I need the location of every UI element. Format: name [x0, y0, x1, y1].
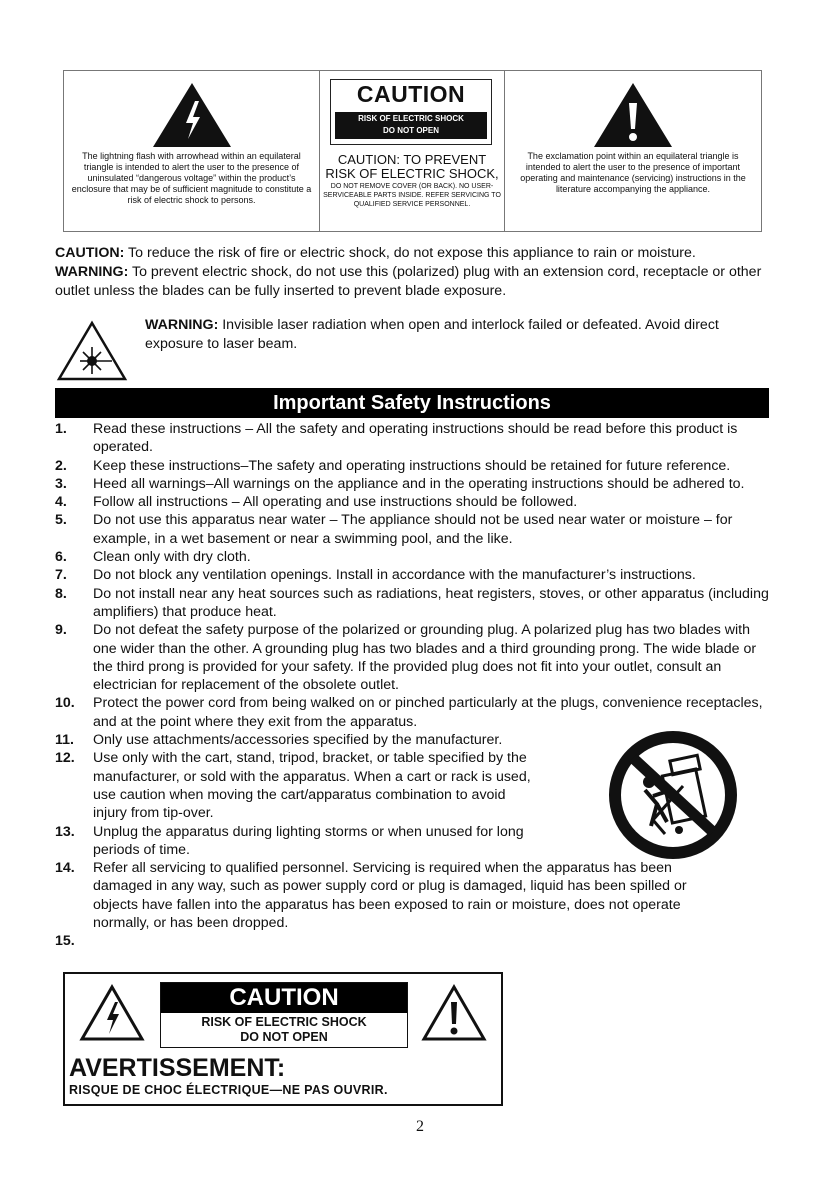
item-number: 7.: [55, 567, 67, 584]
lightning-outline-icon: [79, 984, 145, 1042]
sticker-risk-line-1: RISK OF ELECTRIC SHOCK: [201, 1015, 367, 1029]
list-item: [55, 694, 775, 731]
item-number: 15.: [55, 933, 75, 950]
caution-sticker: [63, 972, 503, 1106]
list-item: [55, 511, 775, 548]
sticker-risk-line-2: DO NOT OPEN: [240, 1030, 328, 1044]
list-item: [55, 475, 775, 493]
item-text: Only use attachments/accessories specified by the manufacturer.: [93, 732, 503, 749]
item-text: Heed all warnings–All warnings on the appliance and in the operating instructions should be adhered to.: [93, 475, 745, 492]
item-number: 5.: [55, 512, 67, 529]
laser-radiation-icon: [56, 320, 128, 382]
exclamation-outline-icon: [421, 984, 487, 1042]
sticker-caution-block: [160, 982, 408, 1048]
item-number: 6.: [55, 549, 67, 566]
item-number: 3.: [55, 475, 67, 492]
exclamation-panel: [505, 71, 761, 231]
warning-label-text: WARNING:: [55, 264, 129, 280]
item-number: 4.: [55, 494, 67, 511]
sticker-caution-title: CAUTION: [161, 983, 407, 1013]
laser-warning-label: WARNING:: [145, 317, 219, 333]
list-item: [55, 548, 775, 566]
avertissement-heading: AVERTISSEMENT:: [69, 1054, 286, 1082]
item-number: 2.: [55, 457, 67, 474]
item-text: Do not block any ventilation openings. Install in accordance with the manufacturer’s instructions.: [93, 567, 696, 584]
caution-subtitle: [335, 112, 487, 139]
risque-text: RISQUE DE CHOC ÉLECTRIQUE—NE PAS OUVRIR.: [69, 1083, 388, 1097]
item-text: Do not use this apparatus near water – The appliance should not be used near water or moisture – for example, in a wet basement or near a swimming pool, and the like.: [93, 512, 733, 547]
item-text: Use only with the cart, stand, tripod, bracket, or table specified by the manufacturer, or sold with the apparatus. When a cart or rack is used, use caution when moving the cart/apparatus combination to avoid injury from tip-over.: [93, 750, 531, 822]
caution-sub-line-1: RISK OF ELECTRIC SHOCK: [358, 114, 464, 123]
cart-tipover-icon: [605, 730, 741, 860]
prevent-body: DO NOT REMOVE COVER (OR BACK). NO USER-SERVICEABLE PARTS INSIDE. REFER SERVICING TO QUALIFIED SERVICE PERSONNEL.: [323, 183, 501, 208]
lightning-description: The lightning flash with arrowhead within an equilateral triangle is intended to alert the user to the presence of uninsulated “dangerous voltage” within the product’s enclosure that may be of sufficient magnitude to constitute a risk of electric shock to persons.: [71, 151, 312, 205]
item-text: Read these instructions – All the safety and operating instructions should be read before this product is operated.: [93, 421, 738, 456]
item-text: Refer all servicing to qualified personnel. Servicing is required when the apparatus has been damaged in any way, such as power supply cord or plug is damaged, liquid has been spilled or objects have fallen into the apparatus has been exposed to rain or moisture, does not operate normally, or has been dropped.: [93, 860, 687, 932]
prevent-line-2: RISK OF ELECTRIC SHOCK,: [325, 166, 499, 181]
item-number: 1.: [55, 421, 67, 437]
caution-panel: [320, 71, 505, 231]
laser-warning-text: [145, 316, 765, 354]
item-number: 10.: [55, 695, 75, 712]
caution-text: To reduce the risk of fire or electric shock, do not expose this appliance to rain or moisture.: [124, 245, 696, 261]
item-text: Protect the power cord from being walked on or pinched particularly at the plugs, convenience receptacles, and at the point where they exit from the apparatus.: [93, 695, 763, 730]
lightning-triangle-icon: [151, 81, 233, 149]
list-item: [55, 585, 775, 622]
item-text: Follow all instructions – All operating and use instructions should be followed.: [93, 494, 578, 511]
laser-warning-body: Invisible laser radiation when open and interlock failed or defeated. Avoid direct exposure to laser beam.: [145, 317, 719, 352]
caution-label: [330, 79, 492, 145]
list-item: [55, 566, 775, 584]
list-item: [55, 859, 775, 932]
list-item: [55, 457, 775, 475]
list-item: [55, 420, 775, 457]
item-number: 13.: [55, 823, 75, 840]
item-number: 8.: [55, 585, 67, 602]
caution-label-text: CAUTION:: [55, 245, 125, 261]
warning-paragraph: [55, 263, 775, 301]
item-number: 9.: [55, 622, 67, 639]
sticker-risk-text: [161, 1013, 407, 1045]
list-item: [55, 493, 775, 511]
lightning-panel: [64, 71, 320, 231]
item-text: Clean only with dry cloth.: [93, 549, 251, 566]
caution-paragraph: [55, 244, 775, 263]
prevent-heading: [322, 153, 502, 181]
safety-instructions-header: Important Safety Instructions: [55, 388, 769, 418]
list-item: [55, 621, 775, 694]
item-text: Do not install near any heat sources such as radiations, heat registers, stoves, or other apparatus (including amplifiers) that produce heat.: [93, 585, 769, 620]
page-number: 2: [416, 1118, 424, 1135]
caution-sub-line-2: DO NOT OPEN: [382, 126, 439, 135]
item-number: 12.: [55, 750, 75, 767]
item-text: [93, 932, 775, 950]
exclamation-description: The exclamation point within an equilateral triangle is intended to alert the user to the presence of important operating and maintenance (servicing) instructions in the literature accompanying the appliance.: [520, 151, 746, 194]
caution-title: CAUTION: [356, 81, 466, 107]
list-item: [55, 932, 775, 950]
exclamation-triangle-icon: [592, 81, 674, 149]
prevent-line-1: CAUTION: TO PREVENT: [337, 152, 487, 167]
item-number: 14.: [55, 860, 75, 877]
safety-symbols-box: [63, 70, 762, 232]
item-text: Do not defeat the safety purpose of the polarized or grounding plug. A polarized plug has two blades with one wider than the other. A grounding plug has two blades and a third grounding prong. The wide blade or the third prong is provided for your safety. If the provided plug does not fit into your outlet, consult an electrician for replacement of the obsolete outlet.: [93, 622, 757, 694]
instructions-list: [55, 420, 775, 951]
warning-text: To prevent electric shock, do not use this (polarized) plug with an extension cord, receptacle or other outlet unless the blades can be fully inserted to prevent blade exposure.: [55, 264, 762, 299]
item-text: Unplug the apparatus during lighting storms or when unused for long periods of time.: [93, 823, 524, 858]
item-number: 11.: [55, 732, 74, 749]
item-text: Keep these instructions–The safety and operating instructions should be retained for future reference.: [93, 457, 731, 474]
